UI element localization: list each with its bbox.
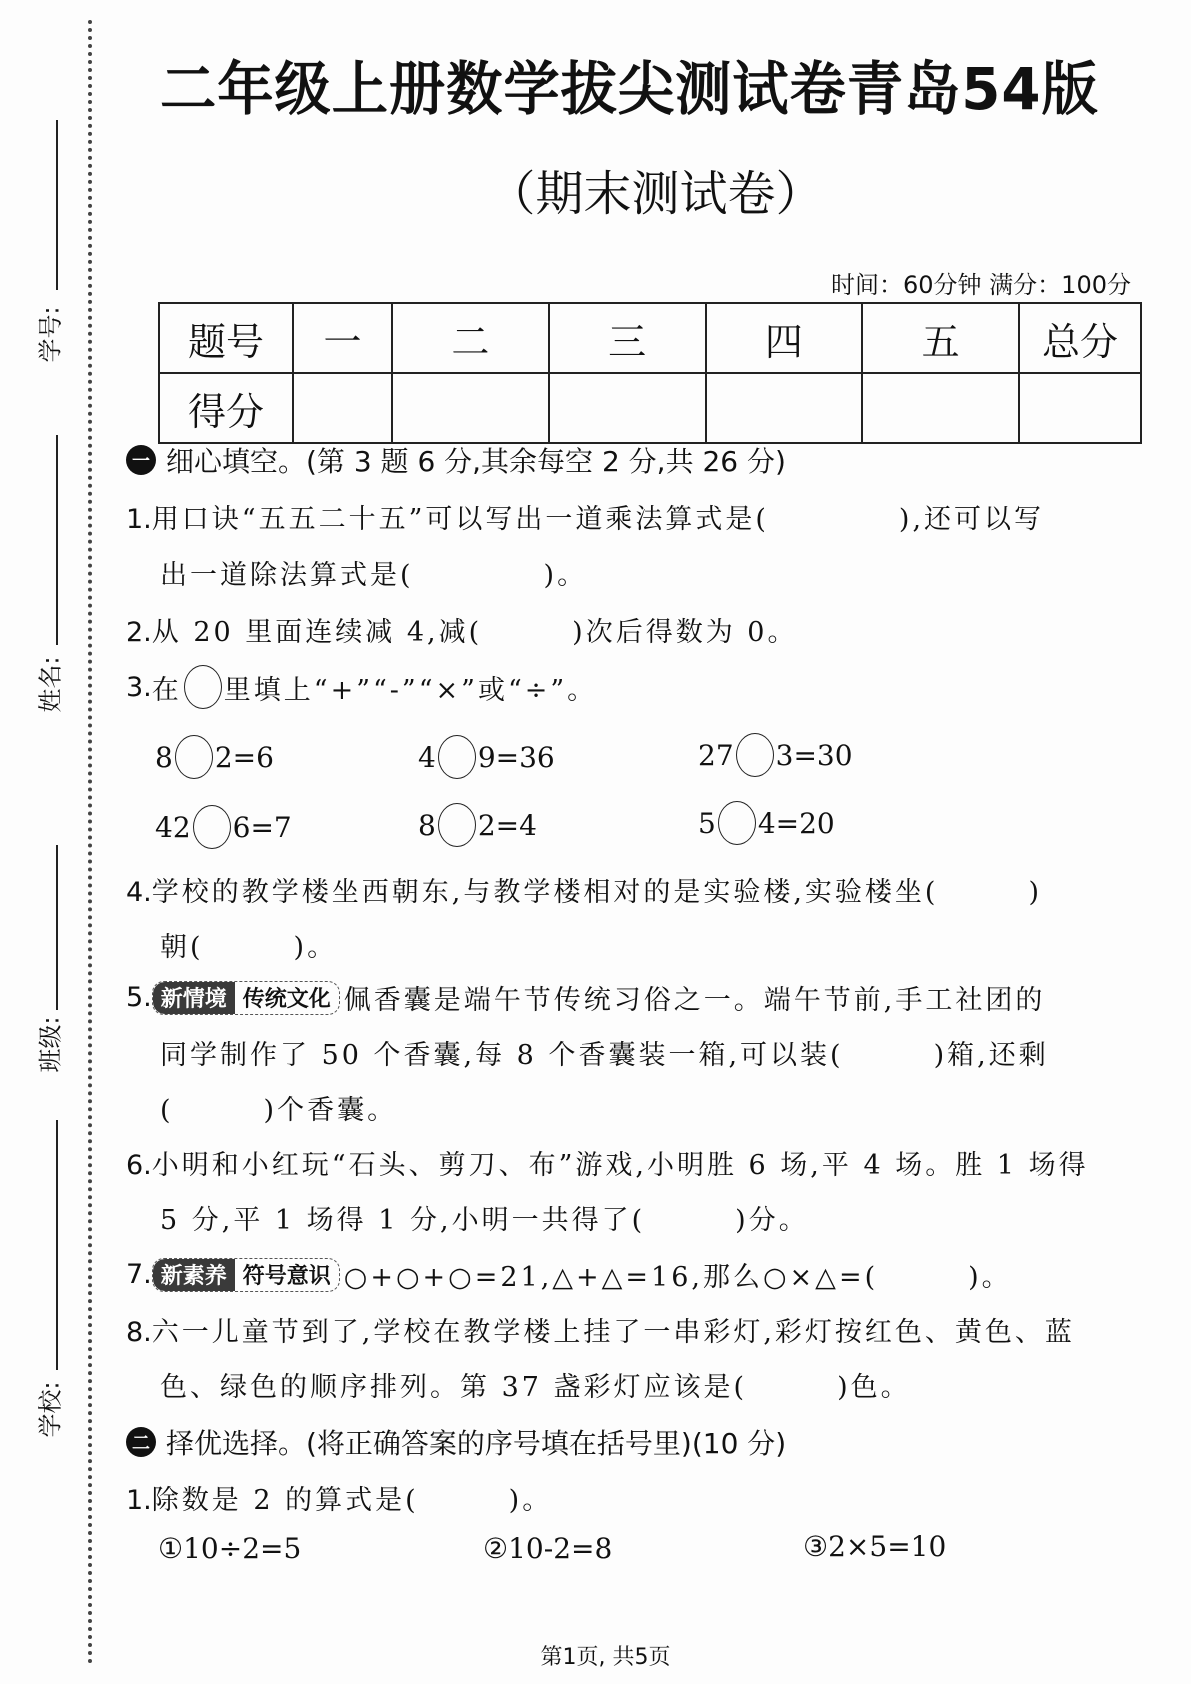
question-1-6: 6.小明和小红玩“石头、剪刀、布”游戏,小明胜 6 场,平 4 场。胜 1 场得 bbox=[126, 1150, 1089, 1181]
score-cell[interactable] bbox=[1019, 373, 1141, 443]
equation: 4 9=36 bbox=[418, 735, 555, 779]
circle-placeholder-icon bbox=[184, 665, 222, 709]
school-label: 学校: bbox=[36, 1381, 65, 1438]
option-1[interactable]: ①10÷2=5 bbox=[158, 1532, 302, 1565]
page-title: 二年级上册数学拔尖测试卷青岛54版 bbox=[160, 55, 1099, 123]
header-cell: 总分 bbox=[1019, 303, 1141, 373]
section2-badge: 二 bbox=[126, 1427, 156, 1457]
question-1-7: 7. 新素养 符号意识 ○+○+○=21,△+△=16,那么○×△=( )。 bbox=[126, 1259, 1012, 1293]
header-cell: 三 bbox=[549, 303, 706, 373]
question-1-8-cont: 色、绿色的顺序排列。第 37 盏彩灯应该是( )色。 bbox=[160, 1372, 911, 1403]
question-1-1: 1.用口诀“五五二十五”可以写出一道乘法算式是( ),还可以写 bbox=[126, 504, 1045, 535]
header-cell: 四 bbox=[706, 303, 863, 373]
question-1-6-cont: 5 分,平 1 场得 1 分,小明一共得了( )分。 bbox=[160, 1205, 809, 1236]
score-cell[interactable] bbox=[392, 373, 549, 443]
page-subtitle: （期末测试卷） bbox=[487, 166, 824, 222]
class-line[interactable] bbox=[56, 845, 58, 1010]
binding-dotted-line bbox=[88, 20, 92, 1665]
score-cell[interactable] bbox=[706, 373, 863, 443]
header-cell: 五 bbox=[862, 303, 1019, 373]
question-1-5-cont2: ( )个香囊。 bbox=[160, 1095, 398, 1126]
topic-tag: 新情境 传统文化 bbox=[152, 981, 340, 1015]
score-table-header-row bbox=[159, 303, 1141, 373]
page-footer: 第1页, 共5页 bbox=[540, 1645, 671, 1670]
score-cell[interactable] bbox=[862, 373, 1019, 443]
section1-title: 细心填空。(第 3 题 6 分,其余每空 2 分,共 26 分) bbox=[166, 445, 786, 478]
score-cell[interactable] bbox=[293, 373, 392, 443]
question-1-3: 3. 在 里填上“+”“-”“×”或“÷”。 bbox=[126, 665, 597, 709]
section1-badge: 一 bbox=[126, 445, 156, 475]
operator-circle-input[interactable] bbox=[438, 735, 476, 779]
score-table-score-row bbox=[159, 373, 1141, 443]
exam-meta: 时间：60分钟 满分：100分 bbox=[831, 271, 1131, 299]
question-1-5-cont: 同学制作了 50 个香囊,每 8 个香囊装一箱,可以装( )箱,还剩 bbox=[160, 1040, 1049, 1071]
operator-circle-input[interactable] bbox=[175, 735, 213, 779]
name-label: 姓名: bbox=[36, 656, 65, 713]
student-id-label: 学号: bbox=[36, 306, 65, 363]
school-line[interactable] bbox=[56, 1120, 58, 1370]
question-1-1-cont: 出一道除法算式是( )。 bbox=[160, 560, 588, 591]
section2-heading bbox=[126, 1422, 786, 1462]
question-2-1: 1.除数是 2 的算式是( )。 bbox=[126, 1485, 553, 1516]
equation: 42 6=7 bbox=[155, 805, 292, 849]
score-cell[interactable] bbox=[549, 373, 706, 443]
operator-circle-input[interactable] bbox=[736, 733, 774, 777]
operator-circle-input[interactable] bbox=[718, 801, 756, 845]
section2-title: 择优选择。(将正确答案的序号填在括号里)(10 分) bbox=[166, 1427, 787, 1460]
equation: 8 2=4 bbox=[418, 803, 537, 847]
option-3[interactable]: ③2×5=10 bbox=[803, 1530, 947, 1563]
option-2[interactable]: ②10-2=8 bbox=[483, 1532, 613, 1565]
header-cell: 二 bbox=[392, 303, 549, 373]
class-label: 班级: bbox=[36, 1016, 65, 1073]
score-row-label: 得分 bbox=[159, 373, 293, 443]
header-cell: 一 bbox=[293, 303, 392, 373]
operator-circle-input[interactable] bbox=[193, 805, 231, 849]
section1-heading bbox=[126, 440, 786, 480]
question-1-5: 5. 新情境 传统文化 佩香囊是端午节传统习俗之一。端午节前,手工社团的 bbox=[126, 982, 1046, 1016]
question-1-4: 4.学校的教学楼坐西朝东,与教学楼相对的是实验楼,实验楼坐( ) bbox=[126, 877, 1043, 908]
name-line[interactable] bbox=[56, 435, 58, 645]
score-table bbox=[158, 302, 1142, 444]
equation: 5 4=20 bbox=[698, 801, 835, 845]
header-cell: 题号 bbox=[159, 303, 293, 373]
question-1-4-cont: 朝( )。 bbox=[160, 932, 338, 963]
topic-tag: 新素养 符号意识 bbox=[152, 1258, 340, 1292]
question-1-8: 8.六一儿童节到了,学校在教学楼上挂了一串彩灯,彩灯按红色、黄色、蓝 bbox=[126, 1317, 1075, 1348]
equation: 8 2=6 bbox=[155, 735, 274, 779]
operator-circle-input[interactable] bbox=[438, 803, 476, 847]
question-1-2: 2.从 20 里面连续减 4,减( )次后得数为 0。 bbox=[126, 617, 798, 648]
equation: 27 3=30 bbox=[698, 733, 853, 777]
